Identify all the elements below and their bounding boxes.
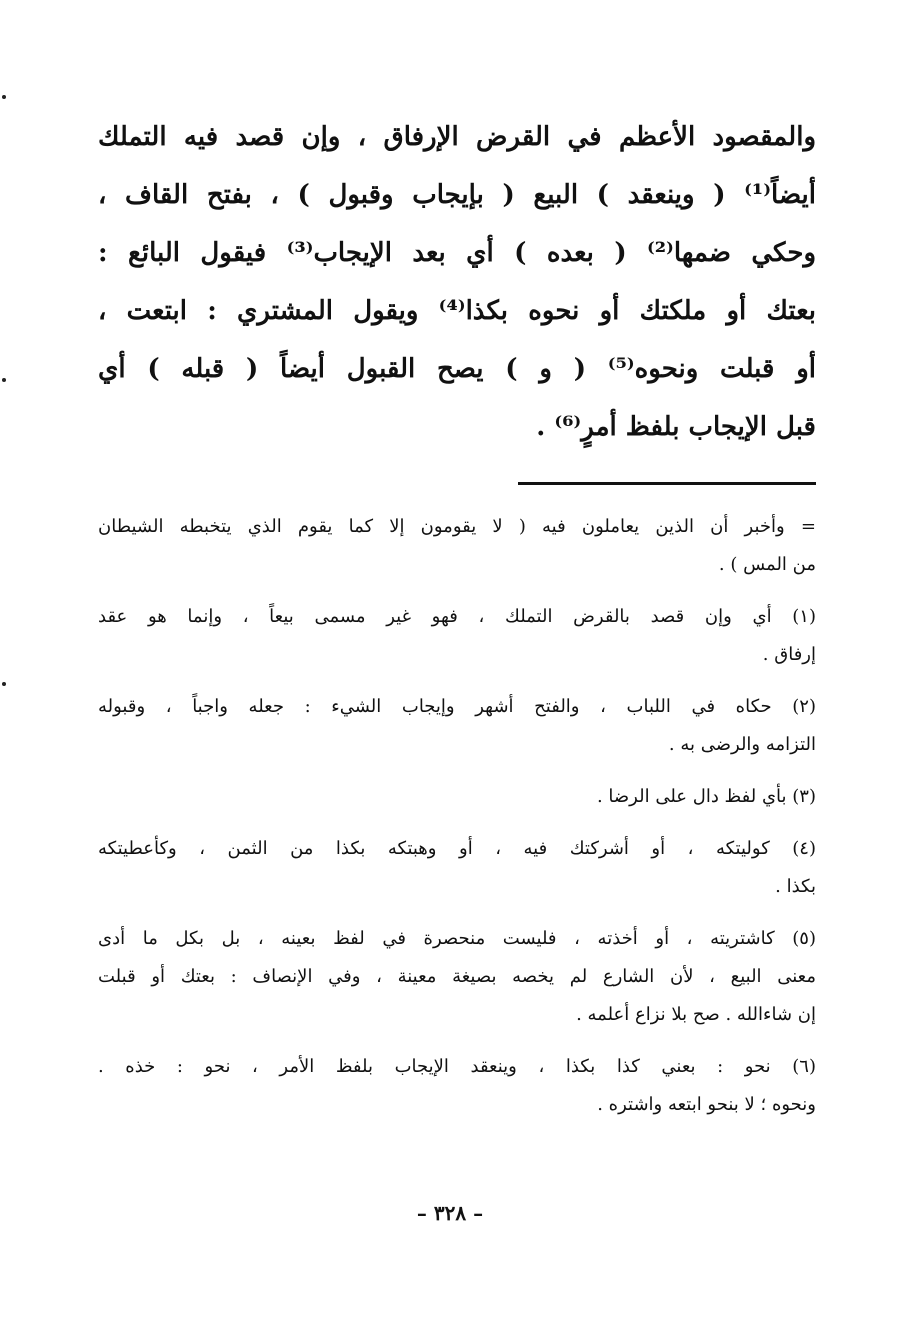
scan-speck (2, 682, 6, 686)
footnotes (98, 508, 816, 1124)
footnote-line: إن شاءالله . صح بلا نزاع أعلمه . (576, 1004, 816, 1025)
footnote-line: التزامه والرضى به . (668, 734, 816, 755)
main-line: بعتك أو ملكتك أو نحوه بكذا⁽⁴⁾ ويقول المشتري : ابتعت ، (98, 296, 816, 326)
footnote-separator (518, 482, 816, 485)
main-line: أيضاً⁽¹⁾ ( وينعقد ) البيع ( بإيجاب وقبول ) ، بفتح القاف ، (98, 180, 816, 210)
main-line: أو قبلت ونحوه⁽⁵⁾ ( و ) يصح القبول أيضاً ( قبله ) أي (98, 354, 816, 384)
footnote-line: بكذا . (775, 876, 816, 897)
footnote-line: (٦) نحو : بعني كذا بكذا ، وينعقد الإيجاب بلفظ الأمر ، نحو : خذه . (98, 1056, 816, 1077)
footnote-2 (98, 688, 816, 764)
footnote-1 (98, 598, 816, 674)
scan-speck (2, 378, 6, 382)
main-line: وحكي ضمها⁽²⁾ ( بعده ) أي بعد الإيجاب⁽³⁾ فيقول البائع : (98, 238, 816, 268)
footnote-continuation (98, 508, 816, 584)
main-text (98, 108, 816, 456)
footnote-line: = وأخبر أن الذين يعاملون فيه ( لا يقومون إلا كما يقوم الذي يتخبطه الشيطان (98, 516, 816, 537)
footnote-line: (٣) بأي لفظ دال على الرضا . (596, 786, 816, 807)
footnote-5 (98, 920, 816, 1034)
footnote-line: (٢) حكاه في اللباب ، والفتح أشهر وإيجاب الشيء : جعله واجباً ، وقبوله (98, 696, 816, 717)
footnote-6 (98, 1048, 816, 1124)
main-line: والمقصود الأعظم في القرض الإرفاق ، وإن قصد فيه التملك (98, 122, 816, 152)
footnote-line: (٥) كاشتريته ، أو أخذته ، فليست منحصرة في لفظ بعينه ، بل بكل ما أدى (98, 928, 816, 949)
footnote-line: إرفاق . (762, 644, 816, 665)
main-line: قبل الإيجاب بلفظ أمرٍ⁽⁶⁾ . (536, 412, 816, 442)
page-number: – ٣٢٨ – (416, 1201, 484, 1225)
footnote-line: (١) أي وإن قصد بالقرض التملك ، فهو غير مسمى بيعاً ، وإنما هو عقد (98, 606, 816, 627)
scan-speck (2, 95, 6, 99)
footnote-4 (98, 830, 816, 906)
footnote-line: من المس ) . (718, 554, 816, 575)
footnote-line: (٤) كوليتكه ، أو أشركتك فيه ، أو وهبتكه بكذا من الثمن ، وكأعطيتكه (98, 838, 816, 859)
footnote-line: ونحوه ؛ لا بنحو ابتعه واشتره . (597, 1094, 816, 1115)
footnote-3 (98, 778, 816, 816)
footnote-line: معنى البيع ، لأن الشارع لم يخصه بصيغة معينة ، وفي الإنصاف : بعتك أو قبلت (98, 966, 816, 987)
